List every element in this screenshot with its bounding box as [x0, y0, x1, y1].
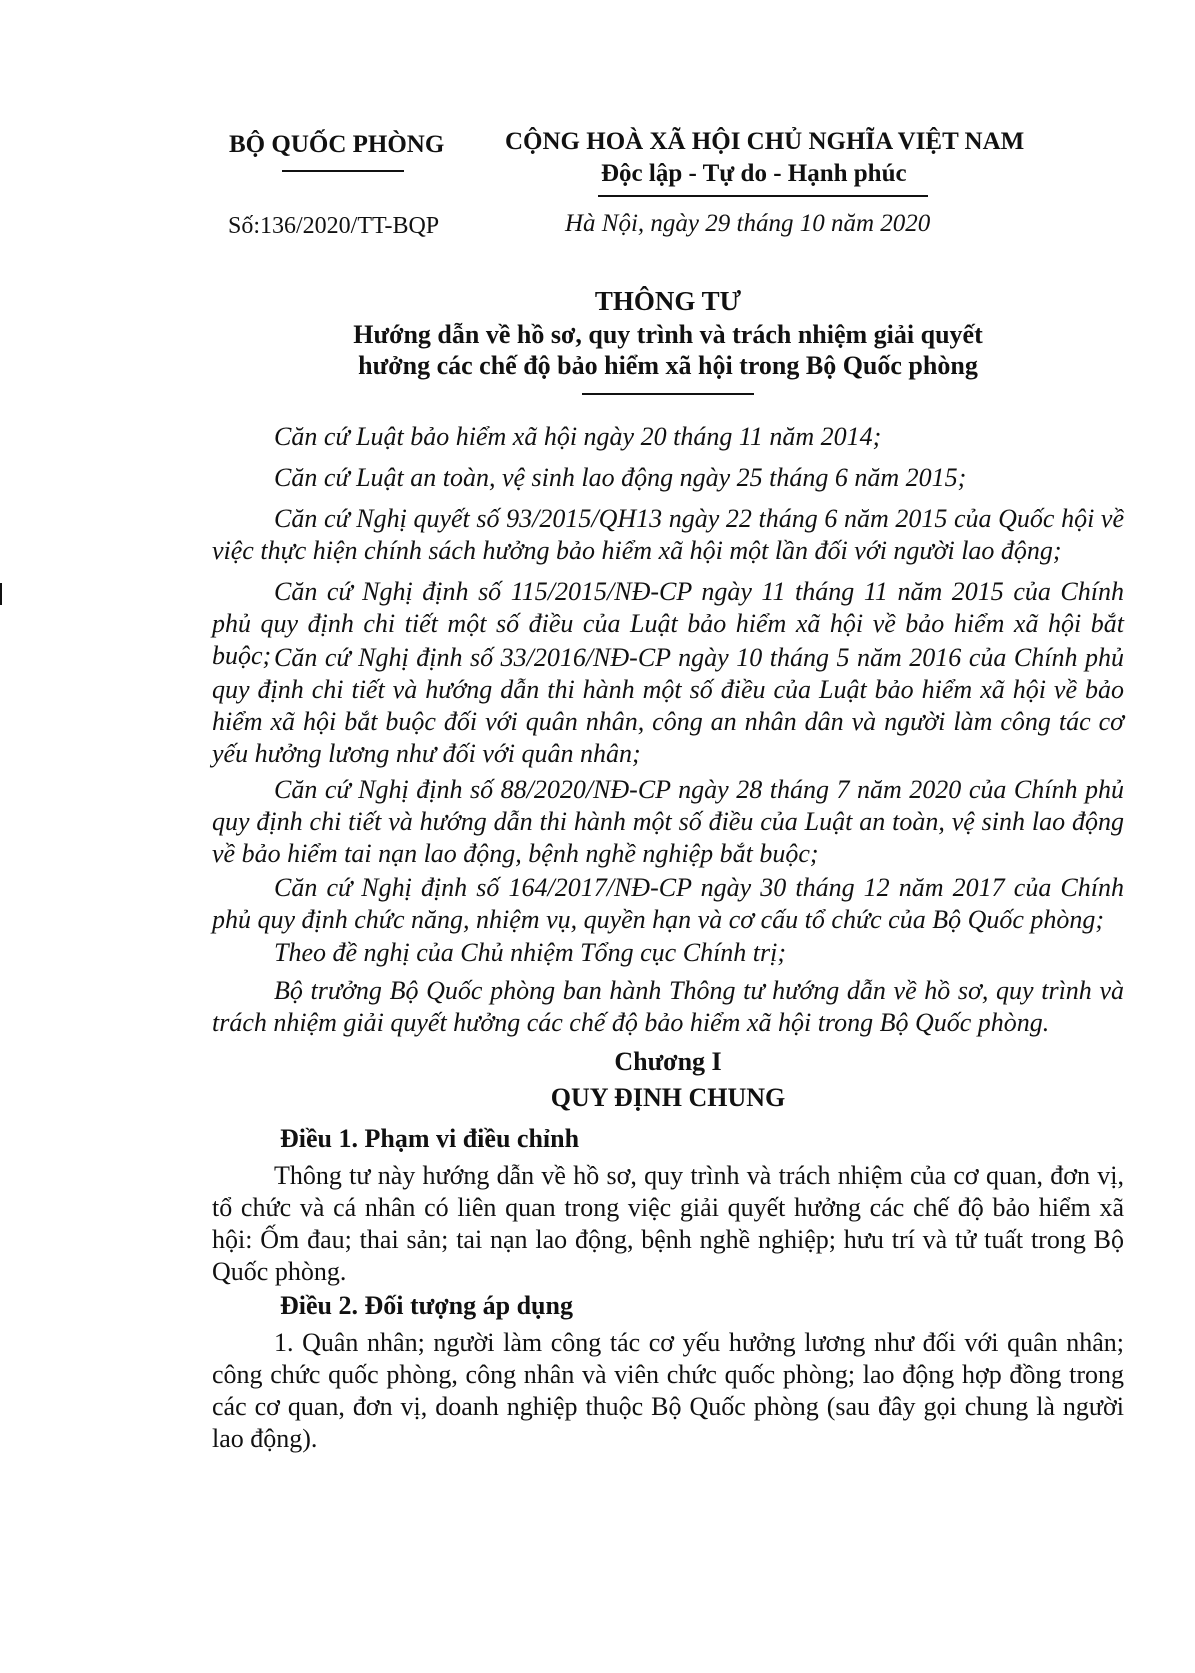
- chapter-name: QUY ĐỊNH CHUNG: [550, 1083, 786, 1112]
- preamble-item: Căn cứ Nghị định số 33/2016/NĐ-CP ngày 10 tháng 5 năm 2016 của Chính phủ quy định chi tiết và hướng dẫn thi hành một số điều của Luật bảo hiểm xã hội về bảo hiểm xã hội bắt buộc đối với quân nhân, công an nhân dân và người làm công tác cơ yếu hưởng lương như đối với quân nhân;: [212, 643, 1124, 768]
- document-subject-line-2: hưởng các chế độ bảo hiểm xã hội trong Bộ Quốc phòng: [358, 351, 978, 380]
- document-subject-line-1: Hướng dẫn về hồ sơ, quy trình và trách nhiệm giải quyết: [353, 320, 983, 349]
- preamble-item: Căn cứ Nghị định số 115/2015/NĐ-CP ngày 11 tháng 11 năm 2015 của Chính phủ quy định chi tiết một số điều của Luật bảo hiểm xã hội về bảo hiểm xã hội bắt buộc;: [212, 577, 1124, 670]
- document-type: THÔNG TƯ: [594, 286, 742, 316]
- article-heading: Điều 1. Phạm vi điều chỉnh: [280, 1124, 580, 1153]
- agency-underline: [282, 170, 404, 172]
- preamble-item: Bộ trưởng Bộ Quốc phòng ban hành Thông tư hướng dẫn về hồ sơ, quy trình và trách nhiệm giải quyết hưởng các chế độ bảo hiểm xã hội trong Bộ Quốc phòng.: [212, 976, 1124, 1037]
- national-motto: Độc lập - Tự do - Hạnh phúc: [601, 160, 907, 187]
- article-text: 1. Quân nhân; người làm công tác cơ yếu hưởng lương như đối với quân nhân; công chức quốc phòng, công nhân và viên chức quốc phòng; lao động hợp đồng trong các cơ quan, đơn vị, doanh nghiệp thuộc Bộ Quốc phòng (sau đây gọi chung là người lao động).: [212, 1328, 1124, 1453]
- place-and-date: Hà Nội, ngày 29 tháng 10 năm 2020: [565, 210, 931, 237]
- motto-underline: [598, 195, 928, 197]
- preamble-item: Căn cứ Nghị định số 88/2020/NĐ-CP ngày 28 tháng 7 năm 2020 của Chính phủ quy định chi tiết và hướng dẫn thi hành một số điều của Luật an toàn, vệ sinh lao động về bảo hiểm tai nạn lao động, bệnh nghề nghiệp bắt buộc;: [212, 775, 1124, 868]
- article-text: Thông tư này hướng dẫn về hồ sơ, quy trình và trách nhiệm của cơ quan, đơn vị, tổ chức và cá nhân có liên quan trong việc giải quyết hưởng các chế độ bảo hiểm xã hội: Ốm đau; thai sản; tai nạn lao động, bệnh nghề nghiệp; hưu trí và tử tuất trong Bộ Quốc phòng.: [212, 1161, 1124, 1286]
- preamble-item: Căn cứ Nghị quyết số 93/2015/QH13 ngày 22 tháng 6 năm 2015 của Quốc hội về việc thực hiện chính sách hưởng bảo hiểm xã hội một lần đối với người lao động;: [212, 504, 1124, 565]
- document-number: Số:136/2020/TT-BQP: [228, 213, 440, 239]
- country-name: CỘNG HOÀ XÃ HỘI CHỦ NGHĨA VIỆT NAM: [505, 128, 1025, 155]
- article-heading: Điều 2. Đối tượng áp dụng: [280, 1291, 573, 1320]
- preamble-item: Căn cứ Luật bảo hiểm xã hội ngày 20 tháng 11 năm 2014;: [274, 422, 882, 451]
- issuing-agency: BỘ QUỐC PHÒNG: [229, 131, 445, 158]
- preamble-item: Căn cứ Luật an toàn, vệ sinh lao động ngày 25 tháng 6 năm 2015;: [274, 463, 967, 492]
- scan-edge-mark: [0, 583, 2, 605]
- title-underline: [582, 393, 754, 395]
- preamble-item: Căn cứ Nghị định số 164/2017/NĐ-CP ngày 30 tháng 12 năm 2017 của Chính phủ quy định chức năng, nhiệm vụ, quyền hạn và cơ cấu tổ chức của Bộ Quốc phòng;: [212, 873, 1124, 934]
- preamble-item: Theo đề nghị của Chủ nhiệm Tổng cục Chính trị;: [274, 938, 787, 967]
- chapter-number: Chương I: [614, 1047, 722, 1076]
